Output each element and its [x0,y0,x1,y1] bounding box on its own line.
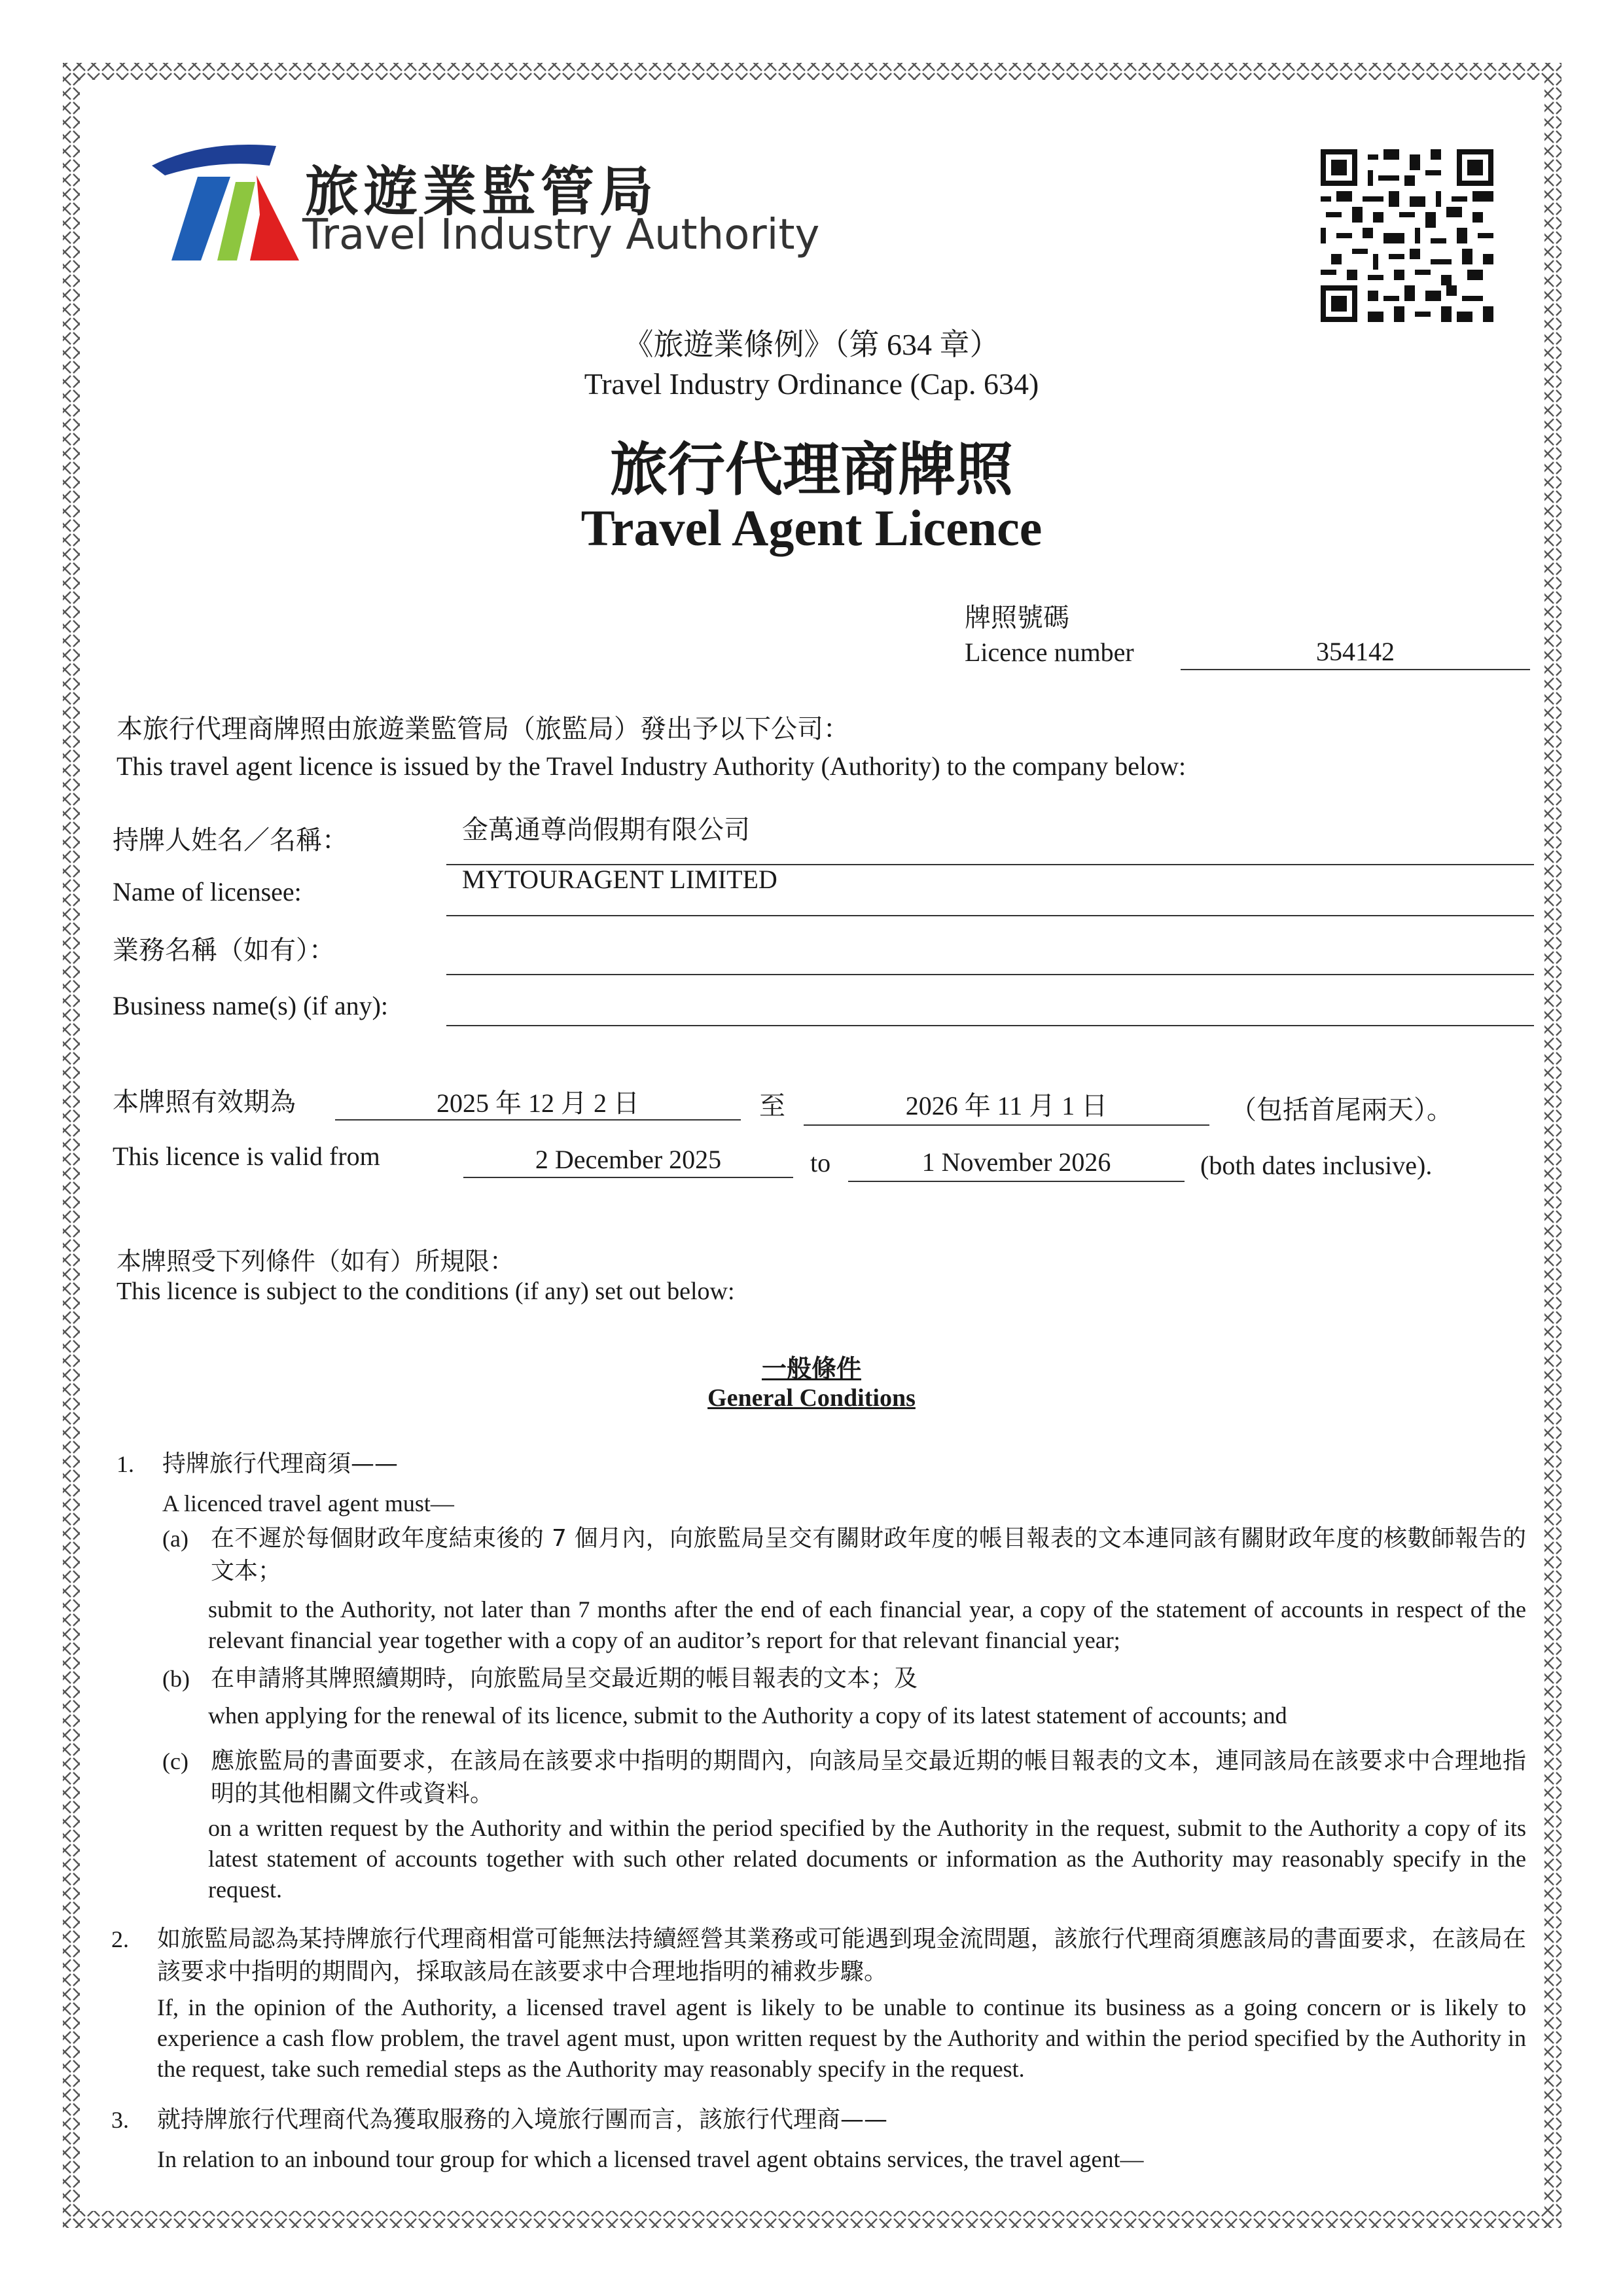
condition-1c-label: (c) [162,1748,188,1774]
licensee-label-cn: 持牌人姓名／名稱： [113,825,348,855]
condition-3-number: 3. [111,2107,129,2133]
condition-1b-label: (b) [162,1666,190,1692]
validity-label-en: This licence is valid from [113,1141,380,1171]
condition-1a-en: submit to the Authority, not later than 7 months after the end of each financial year, a copy of the statement of accounts in respect of the relevant financial year together with a copy of an auditor’s report for that relevant financial year; [208,1596,1526,1653]
condition-1-en: A licenced travel agent must— [162,1490,454,1516]
ordinance-en: Travel Industry Ordinance (Cap. 634) [584,367,1039,401]
subject-cn: 本牌照受下列條件（如有）所規限： [116,1247,515,1276]
validity-to-en: 1 November 2026 [921,1147,1111,1177]
validity-inclusive-en: (both dates inclusive). [1200,1151,1433,1180]
validity-from-en-line [463,1177,793,1178]
licence-number-value: 354142 [1316,637,1395,666]
title-en: Travel Agent Licence [580,499,1043,556]
issued-statement-en: This travel agent licence is issued by the Travel Industry Authority (Authority) to the company below: [116,751,1186,781]
validity-from-en: 2 December 2025 [535,1145,722,1174]
business-en-line [446,1025,1534,1026]
condition-1b-en: when applying for the renewal of its licence, submit to the Authority a copy of its latest statement of accounts; and [208,1702,1287,1729]
condition-1-number: 1. [116,1451,134,1477]
validity-inclusive-cn: （包括首尾兩天）。 [1230,1095,1453,1125]
licensee-name-en: MYTOURAGENT LIMITED [462,865,777,894]
qr-code-icon [1321,149,1493,322]
validity-label-cn: 本牌照有效期為 [113,1087,296,1117]
org-name-cn: 旅遊業監管局 [305,161,659,223]
business-label-en: Business name(s) (if any): [113,991,389,1020]
condition-1a-cn: 在不遲於每個財政年度結束後的 7 個月內，向旅監局呈交有關財政年度的帳目報表的文本連同該有關財政年度的核數師報告的文本； [211,1525,1526,1585]
ordinance-cn: 《旅遊業條例》（第 634 章） [623,328,1000,361]
validity-to-en-line [848,1181,1185,1182]
licence-number-label-cn: 牌照號碼 [965,603,1069,633]
validity-to-cn-line [804,1124,1209,1126]
condition-2-cn: 如旅監局認為某持牌旅行代理商相當可能無法持續經營其業務或可能遇到現金流問題，該旅行代理商須應該局的書面要求，在該局在該要求中指明的期間內，採取該局在該要求中合理地指明的補救步驟。 [157,1926,1526,1985]
general-conditions-heading-cn: 一般條件 [761,1354,861,1383]
condition-1a-label: (a) [162,1526,188,1552]
subject-en: This licence is subject to the conditions (if any) set out below: [116,1278,735,1305]
condition-1b-cn: 在申請將其牌照續期時，向旅監局呈交最近期的帳目報表的文本；及 [211,1665,918,1692]
licensee-label-en: Name of licensee: [113,877,302,906]
condition-1c-en: on a written request by the Authority and within the period specified by the Authority in the request, submit to the Authority a copy of its latest statement of accounts together with such other related documents or information as the Authority may reasonably specify in the request. [208,1815,1526,1903]
condition-2-number: 2. [111,1926,129,1952]
validity-to-word-cn: 至 [759,1091,785,1121]
condition-1c-cn: 應旅監局的書面要求，在該局在該要求中指明的期間內，向該局呈交最近期的帳目報表的文本，連同該局在該要求中合理地指明的其他相關文件或資料。 [211,1748,1526,1807]
licence-number-label-en: Licence number [965,637,1134,667]
org-name-en: Travel Industry Authority [302,211,820,259]
validity-from-cn: 2025 年 12 月 2 日 [437,1088,639,1118]
licensee-en-line [446,915,1534,916]
title-cn: 旅行代理商牌照 [609,435,1013,503]
validity-to-cn: 2026 年 11 月 1 日 [905,1091,1108,1121]
condition-3-en: In relation to an inbound tour group for which a licensed travel agent obtains services, the travel agent— [157,2146,1144,2172]
licensee-name-cn: 金萬通尊尚假期有限公司 [462,815,750,845]
business-label-cn: 業務名稱（如有）： [113,935,335,965]
condition-2-en: If, in the opinion of the Authority, a licensed travel agent is likely to be unable to continue its business as a going concern or is likely to experience a cash flow problem, the travel agent must, upon written request by the Authority and within the period specified by the Authority in the request, take such remedial steps as the Authority may reasonably specify in the request. [157,1994,1526,2082]
issued-statement-cn: 本旅行代理商牌照由旅遊業監管局（旅監局）發出予以下公司： [116,714,849,744]
validity-to-word-en: to [810,1148,831,1177]
condition-1-cn: 持牌旅行代理商須—— [162,1450,399,1477]
condition-3-cn: 就持牌旅行代理商代為獲取服務的入境旅行團而言，該旅行代理商—— [157,2106,888,2133]
validity-from-cn-line [335,1119,741,1121]
tia-logo-icon [145,136,302,267]
licence-number-line [1181,669,1530,670]
business-cn-line [446,974,1534,975]
general-conditions-heading-en: General Conditions [707,1384,916,1412]
